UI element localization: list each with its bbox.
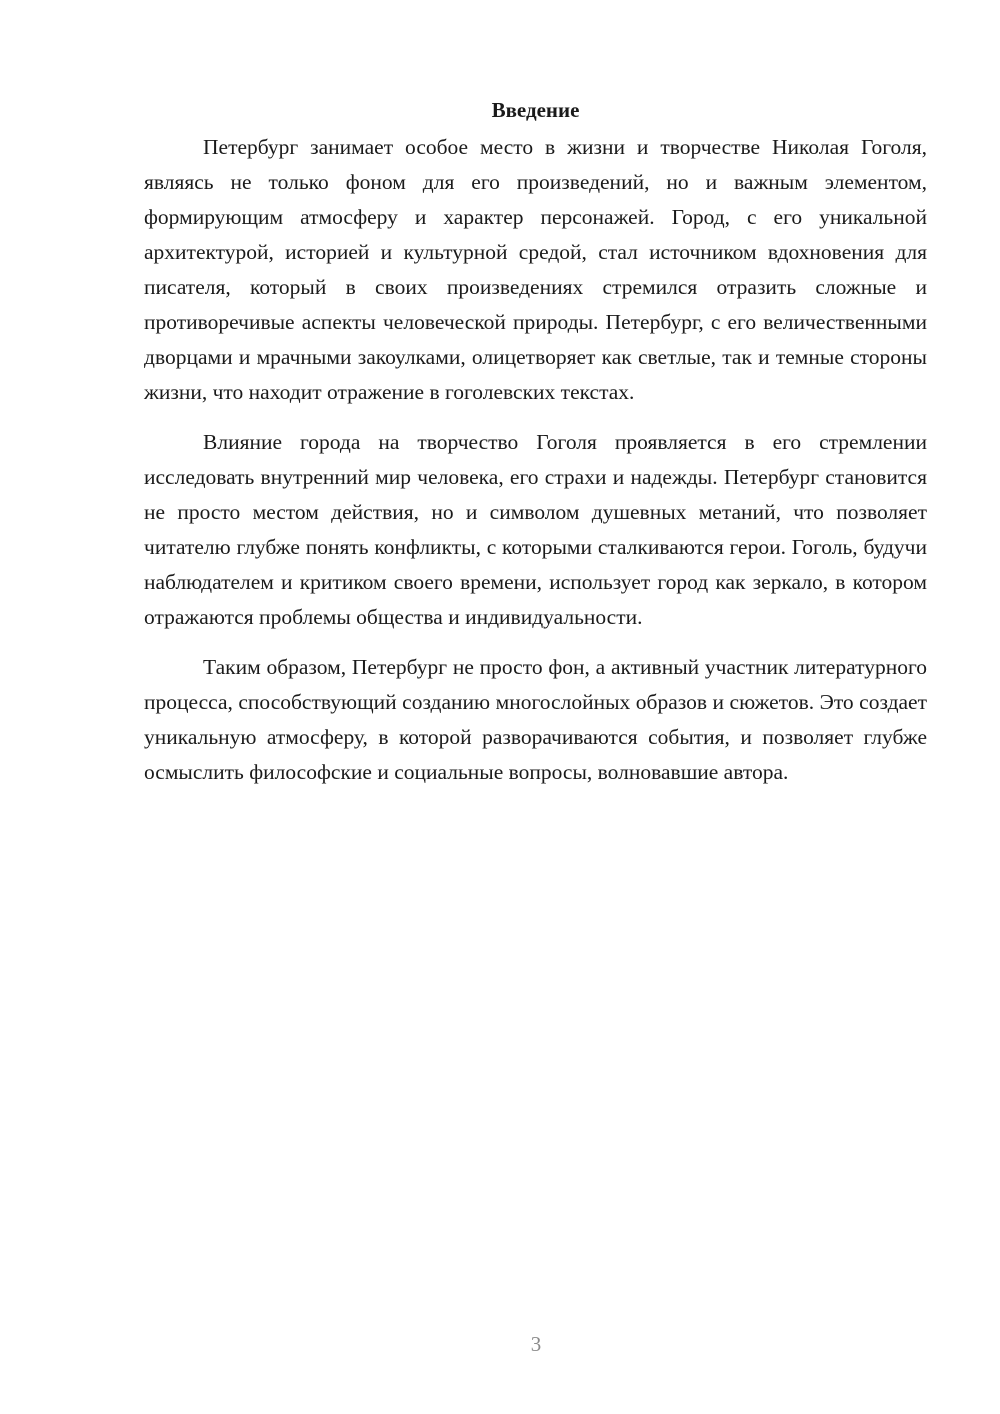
page-number: 3: [530, 1332, 542, 1356]
paragraph-2: Влияние города на творчество Гоголя проявляется в его стремлении исследовать внутренний мир человека, его страхи и надежды. Петербург становится не просто местом действия, но и символом душевных метаний, что позволяет читателю глубже понять конфликты, с которыми сталкиваются герои. Гоголь, будучи наблюдателем и критиком своего времени, использует город как зеркало, в котором отражаются проблемы общества и индивидуальности.: [144, 430, 927, 629]
section-heading: Введение: [491, 98, 580, 122]
page-content: [144, 94, 927, 805]
paragraph-3: Таким образом, Петербург не просто фон, а активный участник литературного процесса, способствующий созданию многослойных образов и сюжетов. Это создает уникальную атмосферу, в которой разворачиваются события, и позволяет глубже осмыслить философские и социальные вопросы, волновавшие автора.: [144, 655, 927, 784]
paragraph-1: Петербург занимает особое место в жизни и творчестве Николая Гоголя, являясь не только фоном для его произведений, но и важным элементом, формирующим атмосферу и характер персонажей. Город, с его уникальной архитектурой, историей и культурной средой, стал источником вдохновения для писателя, который в своих произведениях стремился отразить сложные и противоречивые аспекты человеческой природы. Петербург, с его величественными дворцами и мрачными закоулками, олицетворяет как светлые, так и темные стороны жизни, что находит отражение в гоголевских текстах.: [144, 135, 927, 404]
